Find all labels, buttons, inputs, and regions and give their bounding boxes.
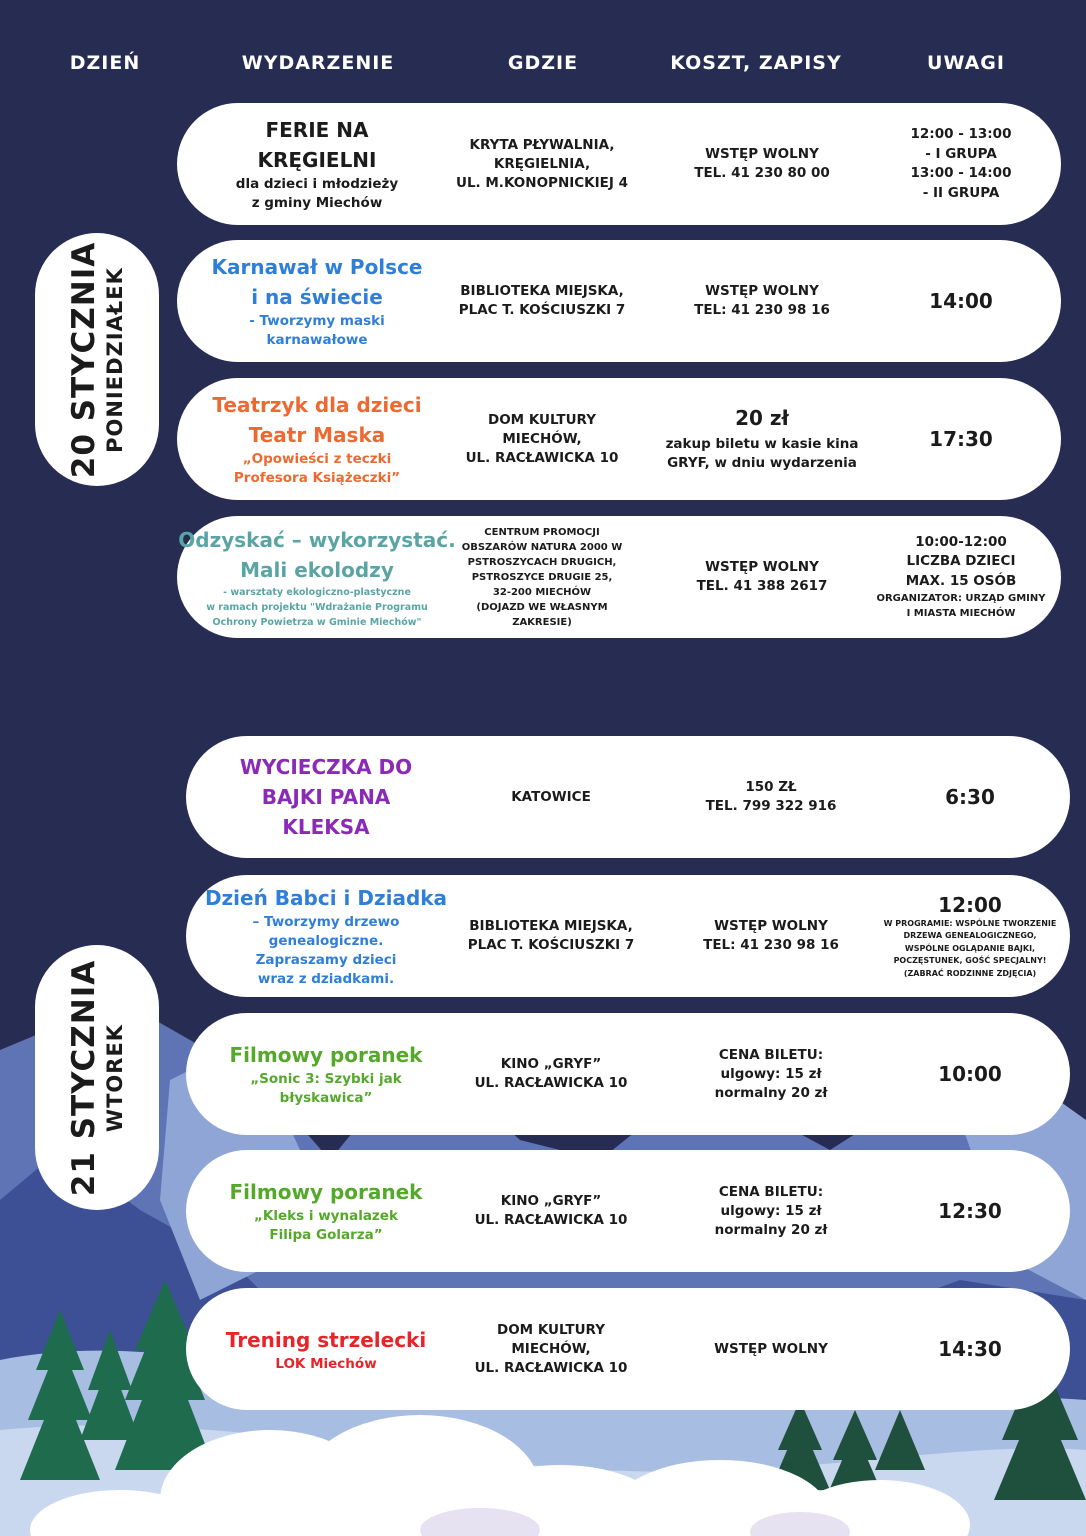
event-subtitle: Profesora Książeczki”: [233, 470, 401, 486]
cost-cell: [652, 516, 872, 638]
event-row: [186, 1150, 1070, 1272]
notes-cell: [861, 240, 1061, 362]
notes-cell: [870, 1013, 1070, 1135]
event-cell: [177, 378, 457, 500]
place-cell: [432, 378, 652, 500]
event-title: FERIE NA: [265, 118, 369, 142]
place-text: PSTROSZYCE DRUGIE 25,: [471, 571, 613, 583]
place-text: CENTRUM PROMOCJI: [484, 526, 600, 538]
event-row: [186, 875, 1070, 997]
event-cell: [177, 103, 457, 225]
place-text: 32-200 MIECHÓW: [492, 586, 592, 598]
event-subtitle: Zapraszamy dzieci: [255, 952, 397, 968]
place-cell: [432, 240, 652, 362]
cost-text: WSTĘP WOLNY: [705, 146, 819, 162]
cost-text: TEL: 41 230 98 16: [703, 937, 839, 953]
cost-text: WSTĘP WOLNY: [705, 559, 819, 575]
place-text: PSTROSZYCACH DRUGICH,: [467, 556, 617, 568]
day-weekday: PONIEDZIAŁEK: [103, 266, 127, 453]
place-text: PLAC T. KOŚCIUSZKI 7: [467, 937, 635, 953]
notes-text: 12:00: [938, 892, 1002, 917]
event-subtitle: z gminy Miechów: [251, 195, 383, 211]
event-title: KLEKSA: [282, 815, 370, 839]
event-row: [177, 103, 1061, 225]
event-subtitle: – Tworzymy drzewo: [252, 914, 400, 930]
event-title: BAJKI PANA: [261, 785, 391, 809]
place-text: KINO „GRYF”: [500, 1193, 602, 1209]
notes-text: - II GRUPA: [922, 184, 1000, 201]
notes-text: 12:30: [938, 1199, 1002, 1223]
notes-cell: [861, 378, 1061, 500]
cost-text: TEL: 41 230 98 16: [694, 302, 830, 318]
event-title: WYCIECZKA DO: [239, 755, 413, 779]
place-text: DOM KULTURY: [488, 411, 596, 428]
notes-cell: [870, 1150, 1070, 1272]
day-weekday: WTOREK: [103, 1023, 127, 1132]
cost-cell: [652, 378, 872, 500]
cost-text: 150 ZŁ: [745, 779, 797, 795]
cost-text: TEL. 41 230 80 00: [694, 165, 830, 181]
event-row: [177, 240, 1061, 362]
cost-text: CENA BILETU:: [718, 1183, 824, 1200]
event-row: [186, 736, 1070, 858]
header-cost: KOSZT, ZAPISY: [670, 52, 842, 74]
notes-text: - I GRUPA: [925, 145, 997, 162]
cost-text: GRYF, w dniu wydarzenia: [667, 455, 857, 471]
place-text: KINO „GRYF”: [500, 1056, 602, 1072]
event-title: Teatrzyk dla dzieci: [212, 393, 422, 417]
event-subtitle: „Kleks i wynalazek: [254, 1208, 398, 1224]
notes-cell: [870, 875, 1070, 997]
notes-text: W PROGRAMIE: WSPÓLNE TWORZENIE: [883, 918, 1057, 928]
event-subtitle: - Tworzymy maski: [249, 313, 385, 329]
cost-cell: [652, 103, 872, 225]
event-subtitle: dla dzieci i młodzieży: [235, 176, 399, 192]
cost-text: zakup biletu w kasie kina: [665, 436, 859, 452]
place-cell: [441, 1013, 661, 1135]
cost-cell: [652, 240, 872, 362]
event-subtitle: karnawałowe: [266, 332, 368, 348]
event-cell: [177, 240, 457, 362]
place-text: UL. RACŁAWICKA 10: [474, 1075, 628, 1091]
cost-cell: [661, 1288, 881, 1410]
notes-text: POCZĘSTUNEK, GOŚĆ SPECJALNY!: [893, 956, 1047, 966]
header-where: GDZIE: [507, 52, 579, 74]
event-subtitle: LOK Miechów: [275, 1355, 377, 1372]
notes-cell: [861, 103, 1061, 225]
event-title: Trening strzelecki: [225, 1327, 427, 1352]
cost-text: CENA BILETU:: [718, 1046, 824, 1063]
notes-text: 13:00 - 14:00: [910, 165, 1012, 181]
event-subtitle: „Opowieści z teczki: [242, 451, 392, 467]
place-cell: [441, 736, 661, 858]
cost-text: 20 zł: [735, 406, 789, 430]
cost-text: ulgowy: 15 zł: [720, 1202, 822, 1219]
event-row: [186, 1013, 1070, 1135]
place-cell: [432, 516, 652, 638]
place-text: UL. M.KONOPNICKIEJ 4: [455, 174, 628, 191]
notes-text: DRZEWA GENEALOGICZNEGO,: [903, 931, 1037, 941]
event-subtitle: Ochrony Powietrza w Gminie Miechów": [212, 616, 422, 628]
cost-cell: [661, 736, 881, 858]
event-cell: [186, 1150, 466, 1272]
event-cell: [186, 1288, 466, 1410]
place-text: DOM KULTURY: [497, 1321, 605, 1338]
cost-text: TEL. 41 388 2617: [696, 578, 828, 594]
day-date: 21 STYCZNIA: [66, 959, 102, 1196]
event-title: Dzień Babci i Dziadka: [204, 886, 448, 910]
cost-text: normalny 20 zł: [714, 1084, 828, 1101]
place-text: UL. RACŁAWICKA 10: [474, 1212, 628, 1228]
place-text: KRĘGIELNIA,: [493, 155, 591, 172]
notes-text: 10:00-12:00: [915, 533, 1007, 550]
place-text: UL. RACŁAWICKA 10: [465, 449, 619, 466]
notes-text: ORGANIZATOR: URZĄD GMINY: [876, 593, 1046, 605]
place-text: KRYTA PŁYWALNIA,: [469, 136, 615, 153]
event-subtitle: w ramach projektu "Wdrażanie Programu: [206, 601, 428, 613]
event-cell: [186, 736, 466, 858]
event-subtitle: wraz z dziadkami.: [257, 971, 395, 987]
cost-text: TEL. 799 322 916: [705, 798, 837, 814]
event-subtitle: „Sonic 3: Szybki jak: [250, 1071, 402, 1087]
header-notes: UWAGI: [927, 52, 1005, 74]
place-text: OBSZARÓW NATURA 2000 W: [461, 541, 623, 553]
event-subtitle: - warsztaty ekologiczno-plastyczne: [223, 586, 411, 598]
event-title: Karnawał w Polsce: [211, 255, 423, 279]
notes-text: 6:30: [945, 785, 995, 809]
notes-text: WSPÓLNE OGLĄDANIE BAJKI,: [904, 943, 1036, 953]
notes-text: 17:30: [929, 427, 993, 451]
event-row: [177, 516, 1061, 638]
event-row: [177, 378, 1061, 500]
place-text: PLAC T. KOŚCIUSZKI 7: [458, 302, 626, 318]
notes-text: 10:00: [938, 1062, 1002, 1086]
header-day: DZIEŃ: [69, 52, 141, 74]
cost-cell: [661, 1013, 881, 1135]
cost-text: WSTĘP WOLNY: [714, 918, 828, 934]
place-text: MIECHÓW,: [502, 430, 582, 447]
event-cell: [177, 516, 457, 638]
notes-text: 12:00 - 13:00: [910, 126, 1012, 142]
cost-text: ulgowy: 15 zł: [720, 1065, 822, 1082]
place-text: MIECHÓW,: [511, 1340, 591, 1357]
notes-cell: [861, 516, 1061, 638]
event-title: Teatr Maska: [248, 423, 386, 447]
event-cell: [186, 875, 466, 997]
notes-text: MAX. 15 OSÓB: [905, 572, 1017, 589]
place-cell: [432, 103, 652, 225]
event-subtitle: genealogiczne.: [268, 933, 384, 949]
place-text: ZAKRESIE): [512, 616, 572, 628]
place-cell: [441, 1150, 661, 1272]
event-subtitle: Filipa Golarza”: [269, 1227, 383, 1243]
day-label-monday: [35, 233, 159, 486]
day-date: 20 STYCZNIA: [66, 241, 102, 478]
notes-cell: [870, 736, 1070, 858]
notes-cell: [870, 1288, 1070, 1410]
cost-text: WSTĘP WOLNY: [705, 283, 819, 299]
event-title: Odzyskać – wykorzystać.: [178, 527, 456, 552]
cost-cell: [661, 875, 881, 997]
notes-text: LICZBA DZIECI: [906, 553, 1016, 570]
event-row: [186, 1288, 1070, 1410]
notes-text: 14:30: [938, 1337, 1002, 1361]
event-title: Filmowy poranek: [229, 1180, 423, 1204]
place-text: KATOWICE: [511, 788, 591, 805]
place-text: BIBLIOTEKA MIEJSKA,: [460, 283, 624, 299]
event-title: i na świecie: [251, 285, 383, 309]
event-title: Mali ekolodzy: [240, 557, 394, 582]
notes-text: 14:00: [929, 289, 993, 313]
event-title: Filmowy poranek: [229, 1043, 423, 1067]
cost-cell: [661, 1150, 881, 1272]
notes-text: I MIASTA MIECHÓW: [906, 608, 1016, 620]
place-text: BIBLIOTEKA MIEJSKA,: [469, 918, 633, 934]
cost-text: WSTĘP WOLNY: [714, 1340, 828, 1357]
place-cell: [441, 875, 661, 997]
notes-text: (ZABRAĆ RODZINNE ZDJĘCIA): [903, 968, 1037, 978]
place-cell: [441, 1288, 661, 1410]
place-text: (DOJAZD WE WŁASNYM: [476, 601, 608, 613]
day-label-tuesday: [35, 945, 159, 1210]
event-cell: [186, 1013, 466, 1135]
event-subtitle: błyskawica”: [279, 1090, 373, 1106]
header-event: WYDARZENIE: [241, 52, 395, 74]
cost-text: normalny 20 zł: [714, 1221, 828, 1238]
place-text: UL. RACŁAWICKA 10: [474, 1359, 628, 1376]
event-title: KRĘGIELNI: [257, 148, 377, 172]
